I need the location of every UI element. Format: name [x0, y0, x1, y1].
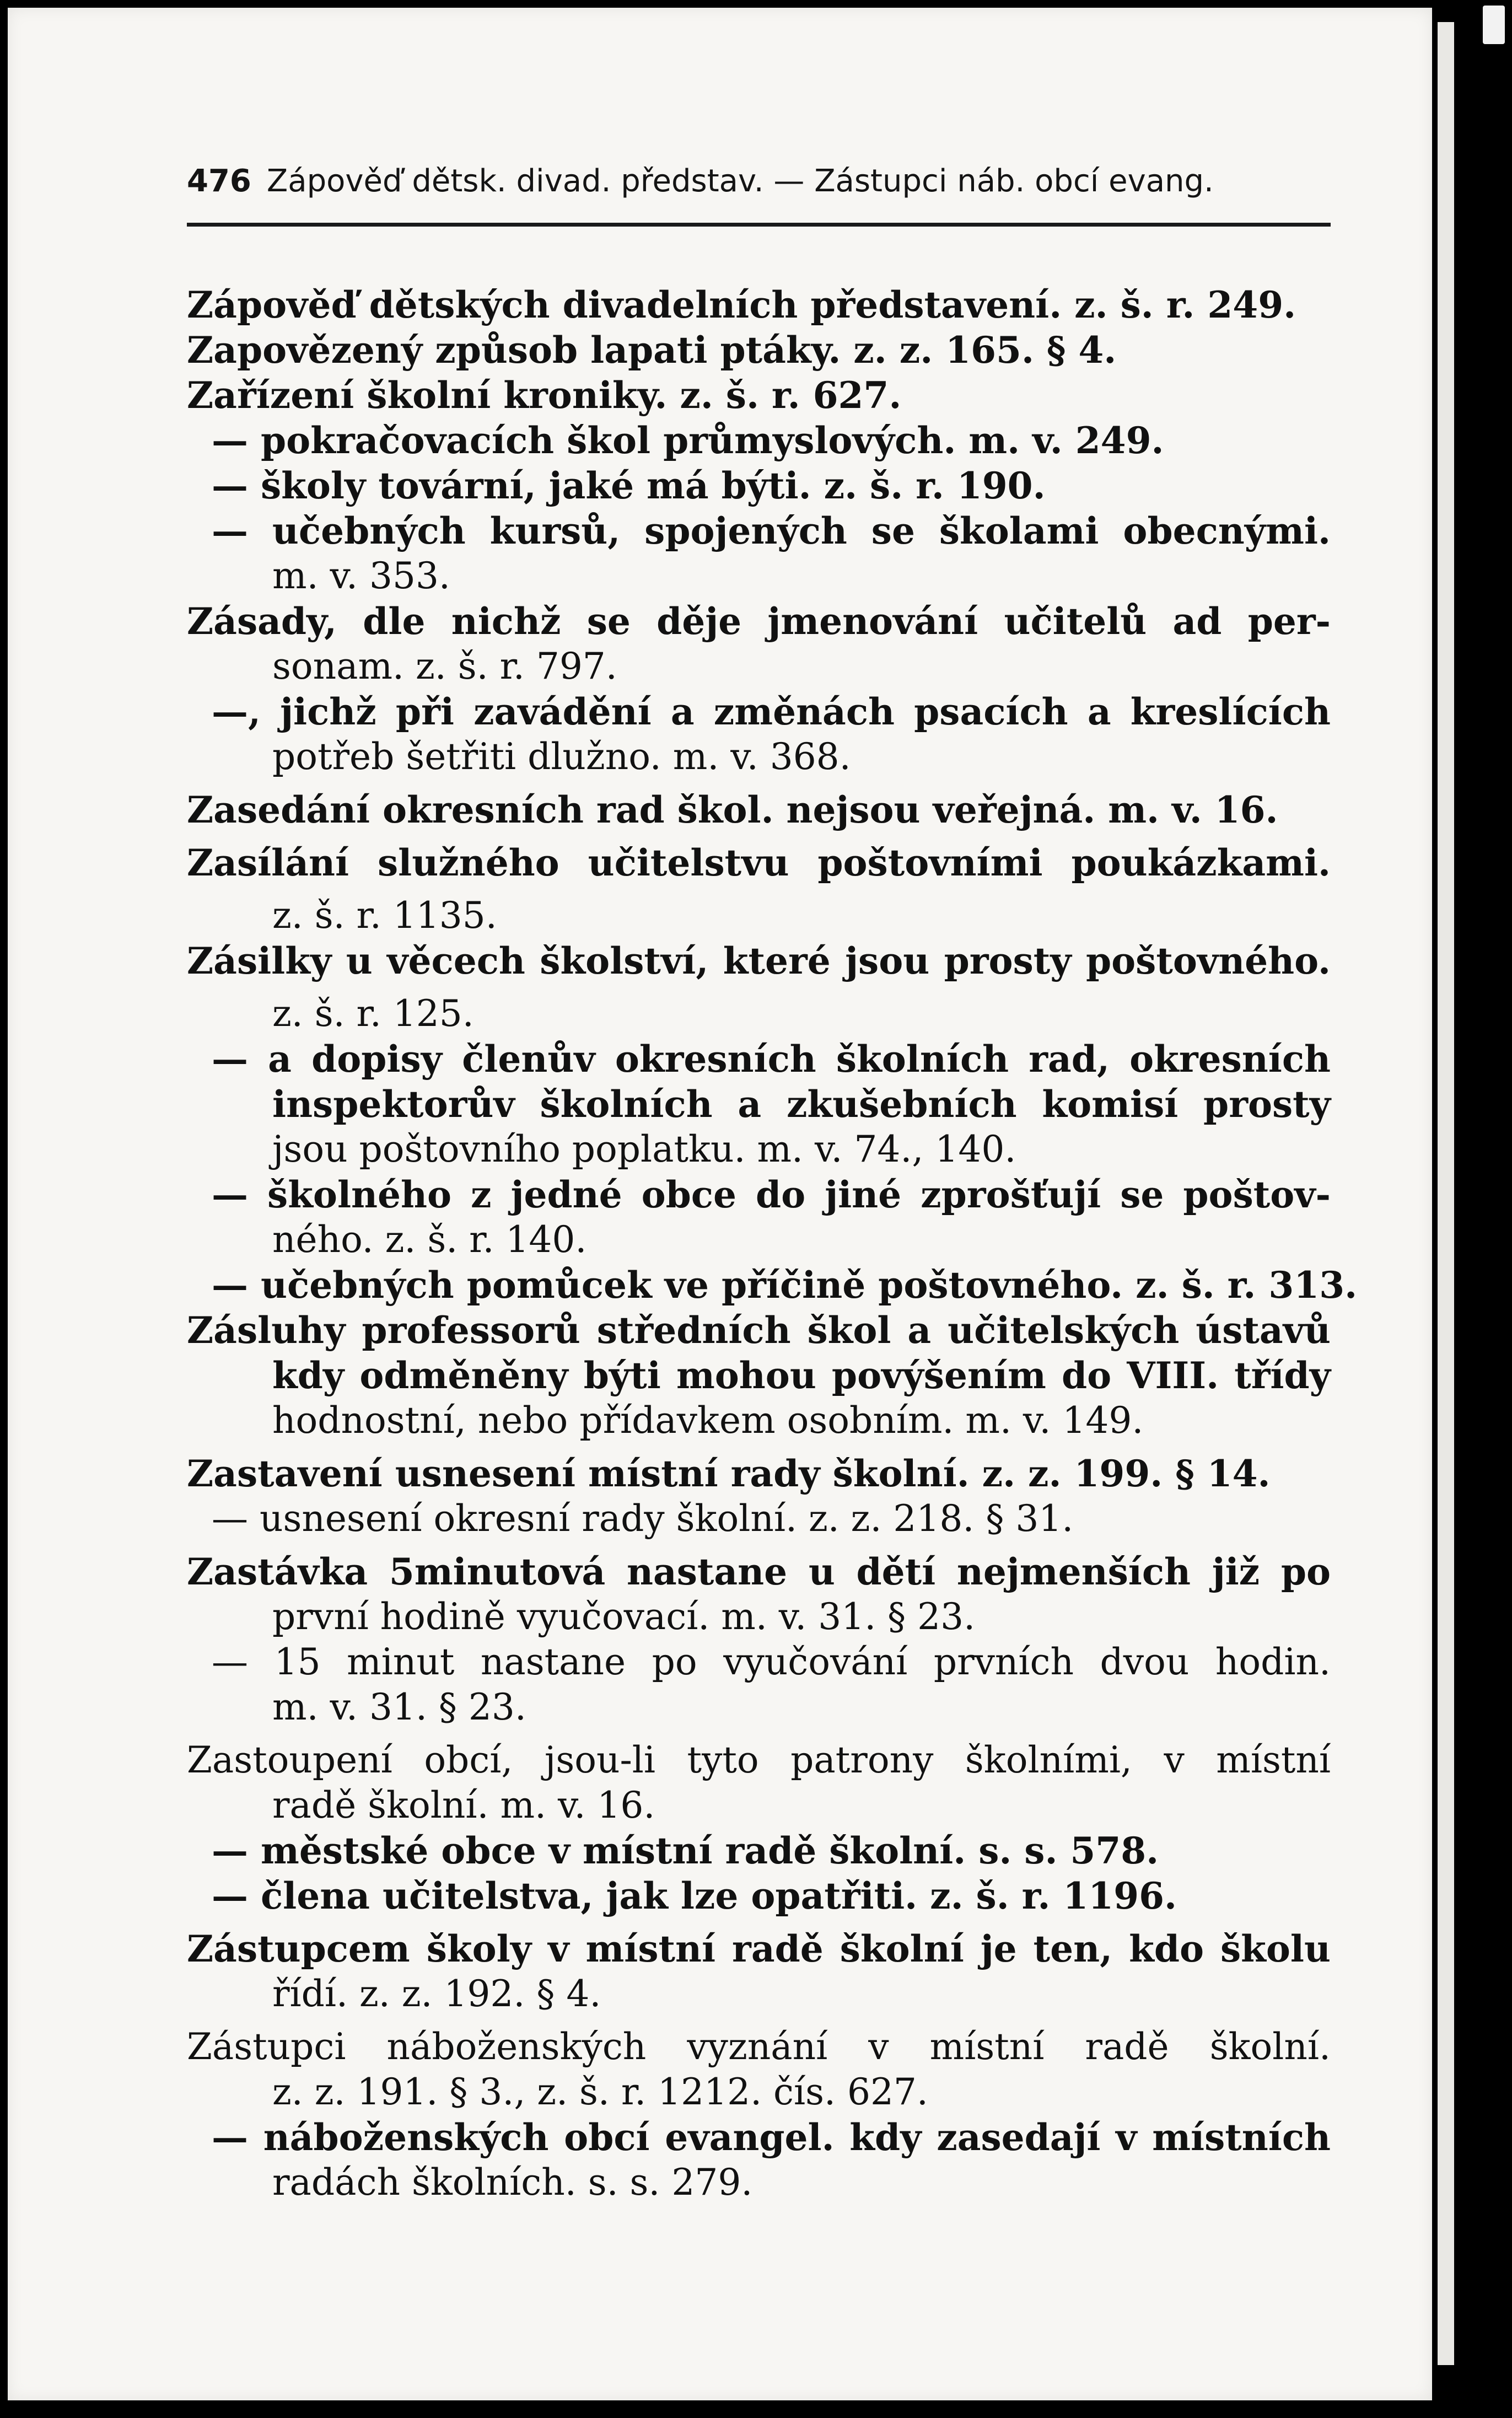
paper-sheet: [8, 8, 1432, 2400]
index-line: Zasílání služného učitelstvu poštovními poukázkami.: [187, 841, 1331, 884]
index-line: — učebných kursů, spojených se školami obecnými.: [212, 509, 1331, 552]
index-line: Zařízení školní kroniky. z. š. r. 627.: [187, 374, 902, 417]
index-line: m. v. 31. § 23.: [272, 1686, 526, 1728]
page-number: 476: [187, 163, 251, 199]
index-line: Zastávka 5minutová nastane u dětí nejmenších již po: [187, 1550, 1331, 1593]
index-line: m. v. 353.: [272, 555, 450, 597]
index-line: Zástupcem školy v místní radě školní je ten, kdo školu: [187, 1927, 1331, 1970]
index-line: — školy tovární, jaké má býti. z. š. r. 190.: [212, 464, 1046, 507]
running-header: [187, 163, 1331, 199]
index-entries: [187, 282, 1358, 2205]
index-line: — usnesení okresní rady školní. z. z. 218. § 31.: [212, 1497, 1074, 1540]
index-line: z. š. r. 1135.: [272, 894, 497, 937]
line-gap: [187, 832, 1331, 840]
index-line: Zápověď dětských divadelních představení. z. š. r. 249.: [187, 283, 1296, 326]
header-rule: [187, 223, 1331, 227]
line-gap: [187, 885, 1331, 893]
index-line: — pokračovacích škol průmyslových. m. v. 249.: [212, 419, 1164, 462]
index-line: jsou poštovního poplatku. m. v. 74., 140.: [272, 1128, 1016, 1170]
line-gap: [187, 2017, 1331, 2024]
index-line: kdy odměněny býti mohou povýšením do VIII. třídy: [272, 1354, 1331, 1397]
index-line: — školného z jedné obce do jiné zprošťují se poštov-: [212, 1173, 1331, 1216]
index-line: z. z. 191. § 3., z. š. r. 1212. čís. 627.: [272, 2071, 928, 2113]
index-line: Zásluhy professorů středních škol a učitelských ústavů: [187, 1309, 1331, 1352]
running-title: Zápověď dětsk. divad. představ. — Zástupci náb. obcí evang.: [266, 163, 1214, 199]
line-gap: [187, 1541, 1331, 1549]
index-line: Zasedání okresních rad škol. nejsou veřejná. m. v. 16.: [187, 788, 1278, 831]
line-gap: [187, 984, 1331, 991]
index-line: hodnostní, nebo přídavkem osobním. m. v. 149.: [272, 1399, 1144, 1442]
line-gap: [187, 1730, 1331, 1738]
index-line: řídí. z. z. 192. § 4.: [272, 1973, 601, 2015]
index-line: — učebných pomůcek ve příčině poštovného. z. š. r. 313.: [212, 1264, 1358, 1307]
index-line: — a dopisy členův okresních školních rad, okresních: [212, 1038, 1331, 1081]
index-line: Zastoupení obcí, jsou-li tyto patrony školními, v místní: [187, 1739, 1331, 1781]
index-line: ného. z. š. r. 140.: [272, 1218, 587, 1261]
index-line: —, jichž při zavádění a změnách psacích a kreslících: [212, 690, 1331, 733]
index-line: — náboženských obcí evangel. kdy zasedají v místních: [212, 2116, 1331, 2159]
index-line: Zastavení usnesení místní rady školní. z. z. 199. § 14.: [187, 1452, 1271, 1495]
index-line: — městské obce v místní radě školní. s. s. 578.: [212, 1829, 1159, 1872]
index-line: první hodině vyučovací. m. v. 31. § 23.: [272, 1595, 976, 1638]
index-line: potřeb šetřiti dlužno. m. v. 368.: [272, 735, 851, 778]
index-line: Zástupci náboženských vyznání v místní radě školní.: [187, 2025, 1331, 2068]
index-line: inspektorův školních a zkušebních komisí prosty: [272, 1083, 1331, 1126]
index-line: Zásady, dle nichž se děje jmenování učitelů ad per-: [187, 600, 1331, 643]
index-line: Zásilky u věcech školství, které jsou prosty poštovného.: [187, 939, 1331, 982]
index-line: sonam. z. š. r. 797.: [272, 645, 617, 687]
index-line: radě školní. m. v. 16.: [272, 1784, 655, 1826]
index-line: z. š. r. 125.: [272, 992, 474, 1035]
line-gap: [187, 1919, 1331, 1926]
scan-corner-mark: [1483, 6, 1505, 44]
line-gap: [187, 780, 1331, 787]
index-line: radách školních. s. s. 279.: [272, 2161, 753, 2204]
index-line: — 15 minut nastane po vyučování prvních dvou hodin.: [212, 1641, 1331, 1683]
next-page-edge: [1438, 22, 1454, 2365]
index-line: — člena učitelstva, jak lze opatřiti. z. š. r. 1196.: [212, 1874, 1177, 1917]
line-gap: [187, 1443, 1331, 1451]
index-line: Zapovězený způsob lapati ptáky. z. z. 165. § 4.: [187, 329, 1117, 372]
